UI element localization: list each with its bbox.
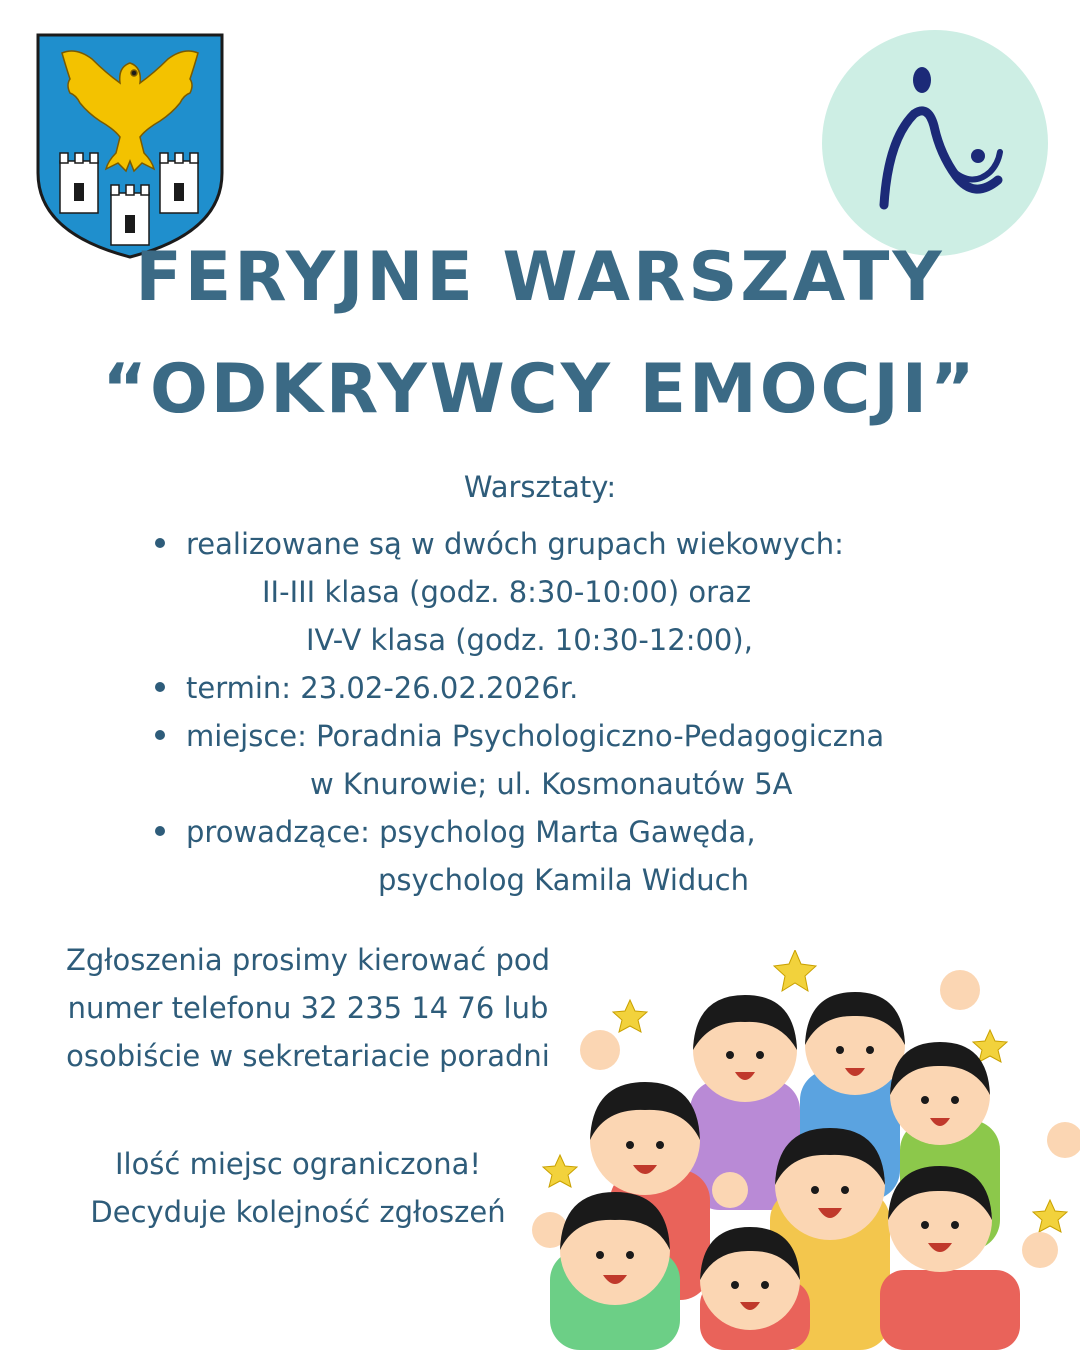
title-line-1: FERYJNE WARSZATY	[135, 238, 945, 317]
section-heading: Warsztaty:	[463, 470, 617, 504]
coat-of-arms-icon	[36, 33, 224, 259]
term-text: termin: 23.02-26.02.2026r.	[186, 671, 579, 705]
title-line-2: “ODKRYWCY EMOCJI”	[102, 350, 978, 429]
leaders-line-2: psycholog Kamila Widuch	[378, 863, 750, 897]
contact-line-3: osobiście w sekretariacie poradni	[66, 1039, 550, 1073]
notice-block	[48, 1140, 548, 1236]
bullet-icon	[155, 538, 165, 548]
bullet-icon	[155, 826, 165, 836]
leaders-line-1: prowadzące: psycholog Marta Gawęda,	[186, 815, 756, 849]
notice-line-1: Ilość miejsc ograniczona!	[114, 1147, 482, 1181]
counseling-center-logo-icon	[822, 30, 1048, 256]
bullet-icon	[155, 682, 165, 692]
place-line-1: miejsce: Poradnia Psychologiczno-Pedagogiczna	[186, 719, 885, 753]
contact-line-1: Zgłoszenia prosimy kierować pod	[65, 943, 551, 977]
cheering-children-illustration-icon	[520, 950, 1080, 1350]
group-1: II-III klasa (godz. 8:30-10:00) oraz	[262, 575, 752, 609]
place-line-2: w Knurowie; ul. Kosmonautów 5A	[310, 767, 793, 801]
notice-line-2: Decyduje kolejność zgłoszeń	[90, 1195, 506, 1229]
group-2: IV-V klasa (godz. 10:30-12:00),	[306, 623, 753, 657]
groups-label: realizowane są w dwóch grupach wiekowych:	[186, 527, 844, 561]
bullet-icon	[155, 730, 165, 740]
contact-block	[48, 936, 568, 1080]
contact-line-2: numer telefonu 32 235 14 76 lub	[67, 991, 549, 1025]
